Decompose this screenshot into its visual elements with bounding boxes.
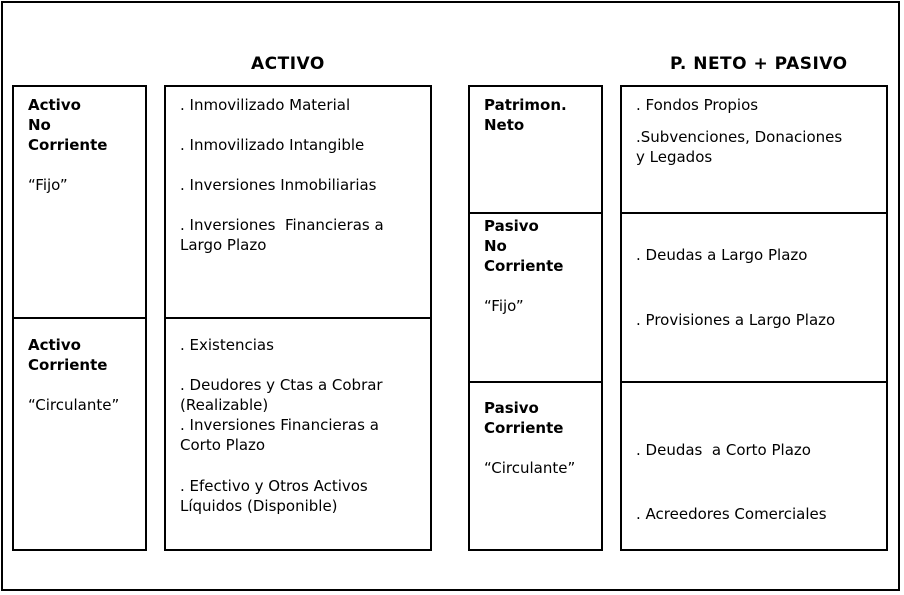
label-line: Corriente xyxy=(28,136,108,154)
label-line: Activo xyxy=(28,336,81,354)
pasivo-no-corriente-label xyxy=(484,216,563,276)
ac-item: (Realizable) xyxy=(180,396,269,414)
pn-item: y Legados xyxy=(636,148,713,166)
activo-corriente-label xyxy=(28,335,107,375)
anc-item: . Inversiones Financieras a xyxy=(180,216,384,234)
heading-activo: ACTIVO xyxy=(251,54,325,74)
label-line: Neto xyxy=(484,116,525,134)
ac-item: Líquidos (Disponible) xyxy=(180,497,338,515)
pasivo-label-divider-2 xyxy=(468,381,603,383)
activo-no-corriente-label xyxy=(28,95,107,155)
label-line: No xyxy=(484,237,507,255)
anc-item: . Inmovilizado Intangible xyxy=(180,136,365,154)
label-line: Pasivo xyxy=(484,217,539,235)
label-line: Corriente xyxy=(28,356,108,374)
ac-item: . Efectivo y Otros Activos xyxy=(180,477,368,495)
pc-item: . Deudas a Corto Plazo xyxy=(636,441,811,459)
ac-item: . Deudores y Ctas a Cobrar xyxy=(180,376,383,394)
activo-no-corriente-alias: “Fijo” xyxy=(28,176,68,194)
pnc-item: . Deudas a Largo Plazo xyxy=(636,246,808,264)
activo-label-divider xyxy=(12,317,147,319)
ac-item: . Inversiones Financieras a xyxy=(180,416,379,434)
pn-item: .Subvenciones, Donaciones xyxy=(636,128,843,146)
pasivo-no-corriente-alias: “Fijo” xyxy=(484,297,524,315)
ac-item: . Existencias xyxy=(180,336,274,354)
patrimonio-neto-label xyxy=(484,95,567,135)
pn-item: . Fondos Propios xyxy=(636,96,759,114)
anc-item: . Inversiones Inmobiliarias xyxy=(180,176,377,194)
anc-item: Largo Plazo xyxy=(180,236,267,254)
pasivo-items-divider-1 xyxy=(620,212,888,214)
label-line: Corriente xyxy=(484,419,564,437)
activo-corriente-alias: “Circulante” xyxy=(28,396,120,414)
pasivo-corriente-alias: “Circulante” xyxy=(484,459,576,477)
pasivo-corriente-label xyxy=(484,398,563,438)
label-line: Pasivo xyxy=(484,399,539,417)
pasivo-label-column xyxy=(468,85,603,551)
anc-item: . Inmovilizado Material xyxy=(180,96,351,114)
label-line: No xyxy=(28,116,51,134)
activo-items-divider xyxy=(164,317,432,319)
label-line: Corriente xyxy=(484,257,564,275)
pc-item: . Acreedores Comerciales xyxy=(636,505,827,523)
pasivo-items-divider-2 xyxy=(620,381,888,383)
pnc-item: . Provisiones a Largo Plazo xyxy=(636,311,836,329)
pasivo-label-divider-1 xyxy=(468,212,603,214)
label-line: Patrimon. xyxy=(484,96,567,114)
label-line: Activo xyxy=(28,96,81,114)
heading-pneto-pasivo: P. NETO + PASIVO xyxy=(670,54,848,74)
ac-item: Corto Plazo xyxy=(180,436,266,454)
